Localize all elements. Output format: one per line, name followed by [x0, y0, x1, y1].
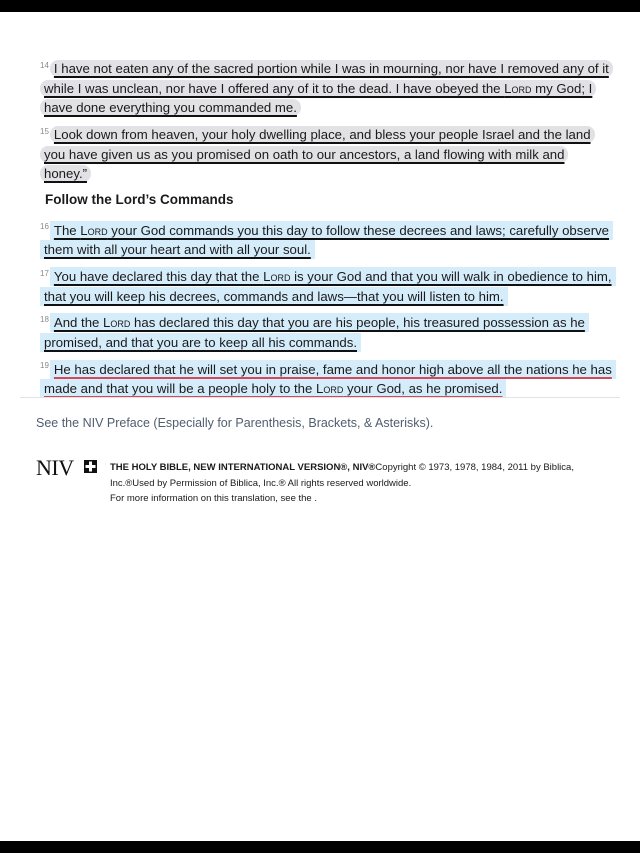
verse-15[interactable]	[40, 122, 612, 184]
more-info-text: For more information on this translation, see the .	[110, 493, 317, 504]
divine-name: Lord	[263, 269, 291, 285]
verse-text-segment: I have not eaten any of the sacred portion while I was in mourning, nor have I removed any of it while I was unclean, nor have I offered any of it to the dead. I have obeyed the	[44, 61, 609, 96]
divider	[20, 397, 620, 398]
verse-text-segment: my God; I have done everything you commanded me.	[44, 80, 593, 116]
verse-text-segment: He has declared that he will set you in praise, fame and honor high above all the nations he has made and that you will be a people holy to the	[44, 361, 612, 397]
niv-preface-link[interactable]: See the NIV Preface (Especially for Parenthesis, Brackets, & Asterisks).	[36, 416, 434, 430]
copyright-text: Copyright © 1973, 1978, 1984, 2011 by Biblica, Inc.®Used by Permission of Biblica, Inc.® All rights reserved worldwide.	[110, 462, 574, 489]
verse-text-segment: The	[53, 222, 81, 238]
section-heading: Follow the Lord’s Commands	[45, 191, 234, 207]
verse-text-segment: your God, as he promised.	[343, 381, 503, 397]
verse-number: 18	[40, 315, 49, 325]
verse-text-segment: your God commands you this day to follow these decrees and laws; carefully observe them with all your heart and with all your soul.	[44, 222, 610, 258]
verse-16[interactable]	[40, 217, 612, 259]
verse-text	[40, 221, 613, 260]
divine-name: Lord	[103, 315, 131, 331]
verse-number: 16	[40, 222, 49, 232]
niv-logo: NIV	[36, 455, 74, 480]
scripture-passage	[40, 56, 612, 403]
verse-number: 14	[40, 61, 49, 70]
bottom-bar	[0, 841, 640, 853]
copyright-notice	[110, 460, 610, 507]
verse-text	[40, 360, 616, 399]
verse-number: 17	[40, 268, 49, 278]
verse-text	[40, 60, 613, 116]
top-bar	[0, 0, 640, 12]
verse-text-segment: Look down from heaven, your holy dwelling place, and bless your people Israel and the land you have given us as you promised on oath to our ancestors, a land flowing with milk and honey.”	[44, 127, 591, 182]
divine-name: Lord	[80, 222, 108, 238]
copyright-bold-title: THE HOLY BIBLE, NEW INTERNATIONAL VERSION®, NIV®	[110, 462, 376, 473]
verse-17[interactable]	[40, 264, 612, 306]
niv-cross-logo-icon	[84, 460, 97, 473]
verse-text-segment: And the	[53, 315, 104, 331]
verse-18[interactable]	[40, 310, 612, 352]
divine-name: Lord	[316, 381, 344, 397]
verse-14[interactable]	[40, 56, 612, 118]
verse-text-segment: You have declared this day that the	[53, 269, 264, 285]
verse-number: 15	[40, 126, 49, 136]
verse-text-segment: has declared this day that you are his people, his treasured possession as he promised, and that you are to keep all his commands.	[44, 315, 585, 350]
verse-text	[40, 267, 616, 306]
verse-19[interactable]	[40, 356, 612, 398]
divine-name: Lord	[504, 80, 532, 96]
verse-text-segment: is your God and that you will walk in obedience to him, that you will keep his decrees, commands and laws—that you will listen to him.	[44, 269, 612, 304]
verse-number: 19	[40, 361, 49, 371]
verse-text	[40, 126, 595, 182]
verse-text	[40, 313, 589, 352]
